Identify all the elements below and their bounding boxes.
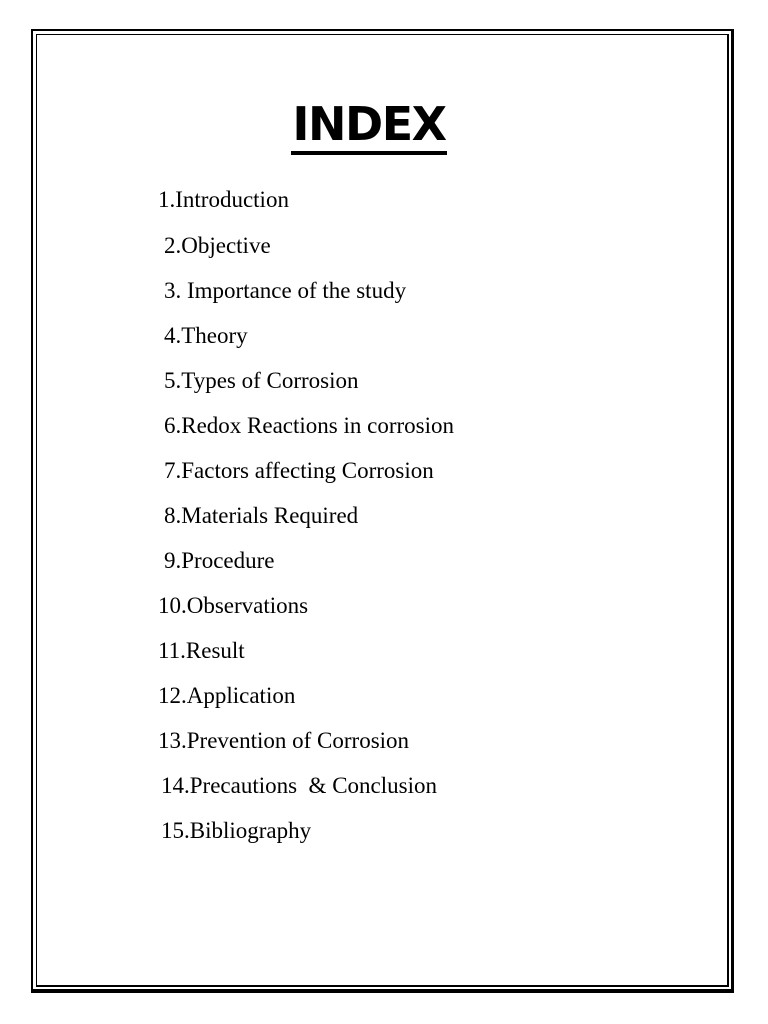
toc-item: 6.Redox Reactions in corrosion: [164, 413, 455, 438]
page-border-inner: [36, 34, 729, 987]
toc-item: 7.Factors affecting Corrosion: [164, 458, 434, 483]
toc-item: 4.Theory: [164, 323, 248, 348]
toc-item: 11.Result: [158, 638, 245, 663]
toc-item: 9.Procedure: [164, 548, 275, 573]
toc-item: 10.Observations: [158, 593, 309, 618]
toc-item: 5.Types of Corrosion: [164, 368, 359, 393]
toc-item: 14.Precautions & Conclusion: [161, 773, 437, 798]
toc-item: 13.Prevention of Corrosion: [158, 728, 410, 753]
toc-item: 2.Objective: [164, 233, 271, 258]
index-title-text: INDEX: [291, 97, 446, 155]
index-title: [0, 94, 738, 155]
toc-item: 15.Bibliography: [161, 818, 312, 843]
toc-item: 3. Importance of the study: [164, 278, 407, 303]
toc-item: 8.Materials Required: [164, 503, 359, 528]
toc-item: 1.Introduction: [158, 187, 289, 212]
toc-item: 12.Application: [158, 683, 296, 708]
